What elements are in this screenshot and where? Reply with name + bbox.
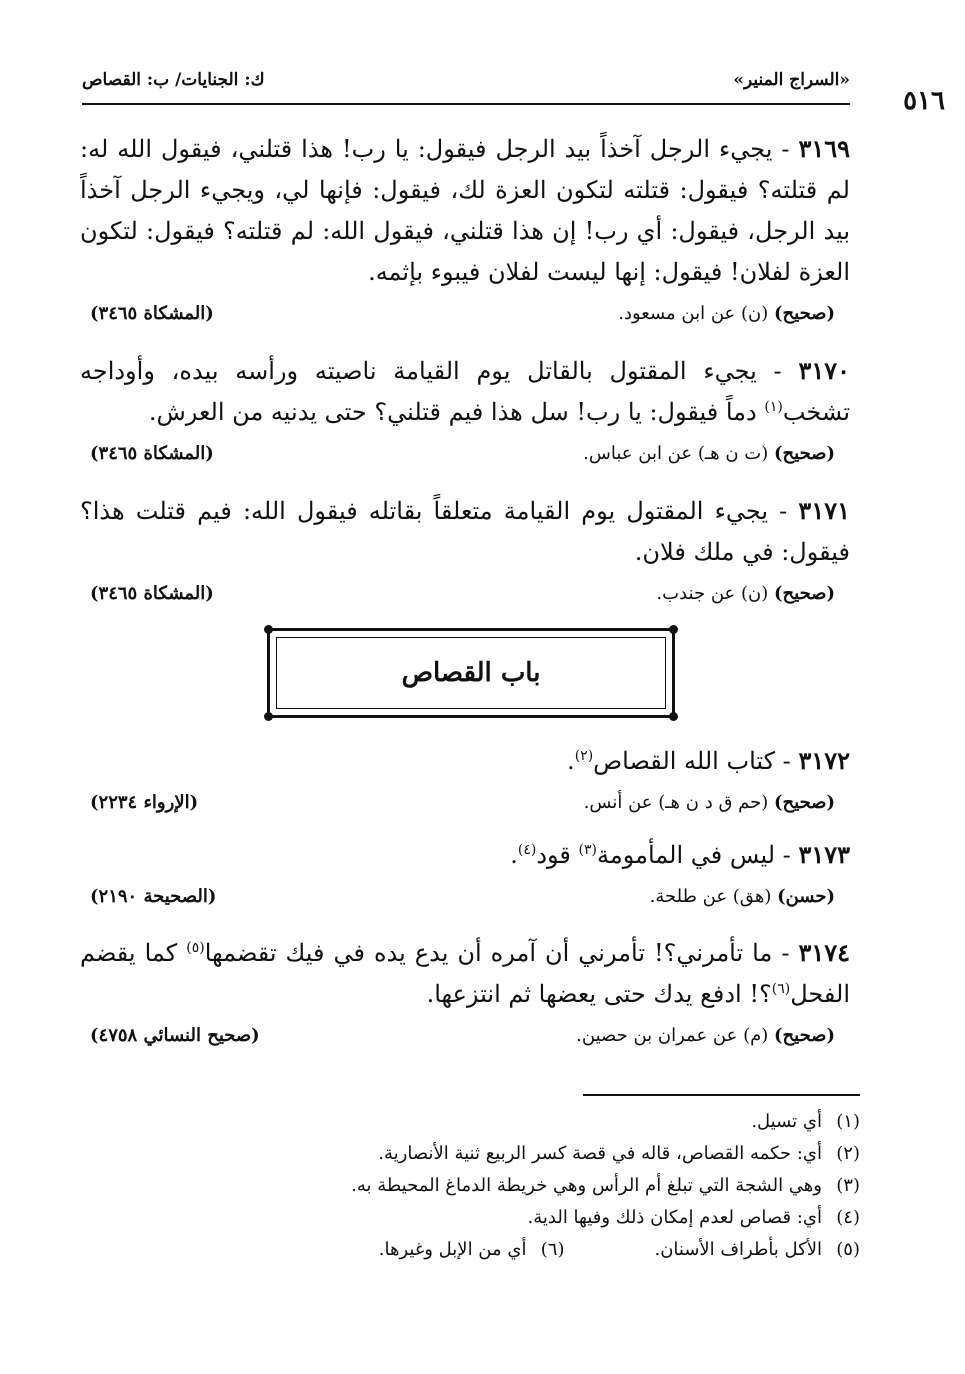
hadith-grading-row <box>80 443 850 473</box>
footnote-number: (٤) <box>836 1207 860 1228</box>
chapter-title-inner <box>276 637 666 709</box>
hadith-grading <box>584 792 835 813</box>
hadith-reference: (صحيح النسائي ٤٧٥٨) <box>90 1025 260 1046</box>
hadith-dash: - <box>756 357 782 385</box>
chapter-title: باب القصاص <box>401 658 541 688</box>
hadith-number: ٣١٧٢ <box>798 746 850 775</box>
hadith-source: (ن) عن ابن مسعود. <box>618 303 769 324</box>
hadith-source: (ن) عن جندب. <box>656 583 769 604</box>
footnote-ref[interactable]: (٥) <box>186 940 205 956</box>
hadith-entry-3171 <box>80 490 850 613</box>
footnote-ref[interactable]: (٦) <box>771 981 791 997</box>
corner-ornament <box>264 625 273 634</box>
hadith-grading <box>656 583 835 604</box>
hadith-body: ما تأمرني؟! تأمرني أن آمره أن يدع يده في فيك تقضمها <box>204 939 773 967</box>
hadith-number: ٣١٧١ <box>798 496 850 525</box>
hadith-text <box>80 350 850 433</box>
hadith-grading-row <box>80 583 850 613</box>
hadith-number: ٣١٦٩ <box>798 134 851 163</box>
footnote-number: (٦) <box>540 1239 565 1260</box>
footnote-item <box>80 1138 860 1170</box>
hadith-text <box>80 490 850 573</box>
full-stop: . <box>510 841 518 869</box>
hadith-body-end: ؟! ادفع يدك حتى يعضها ثم انتزعها. <box>426 980 772 1008</box>
section-title: ك: الجنايات/ ب: القصاص <box>82 70 265 90</box>
footnote-item <box>80 1202 860 1234</box>
grading-label: (صحيح) <box>774 583 835 604</box>
hadith-entry-3173 <box>80 834 850 916</box>
footnote-ref[interactable]: (٤) <box>517 842 537 858</box>
hadith-dash: - <box>772 939 790 967</box>
footnote-number: (٢) <box>836 1143 860 1164</box>
hadith-reference: (الصحيحة ٢١٩٠) <box>90 886 217 907</box>
footnote-number: (٥) <box>836 1239 860 1260</box>
hadith-body: ليس في المأمومة <box>597 841 776 869</box>
hadith-entry-3174 <box>80 932 850 1055</box>
hadith-grading-row <box>80 886 850 916</box>
footnote-ref[interactable]: (٢) <box>574 748 594 764</box>
footnote-ref[interactable]: (١) <box>764 399 783 415</box>
hadith-reference: (المشكاة ٣٤٦٥) <box>90 583 214 604</box>
hadith-entry-3172 <box>80 740 850 822</box>
hadith-source: (حم ق د ن هـ) عن أنس. <box>583 792 769 813</box>
grading-label: (صحيح) <box>774 792 835 813</box>
hadith-dash: - <box>772 135 790 163</box>
hadith-body: يجيء المقتول يوم القيامة متعلقاً بقاتله فيقول الله: فيم قتلت هذا؟ فيقول: في ملك فلان. <box>80 497 850 566</box>
full-stop: . <box>567 747 575 775</box>
header-divider <box>82 103 850 105</box>
footnote-divider <box>583 1094 860 1096</box>
footnote-number: (٣) <box>836 1175 860 1196</box>
hadith-text <box>80 834 850 876</box>
hadith-grading-row <box>80 792 850 822</box>
hadith-body: يجيء الرجل آخذاً بيد الرجل فيقول: يا رب! هذا قتلني، فيقول الله له: لم قتلته؟ فيقول: قتلته لتكون العزة لك، فيقول: فإنها لي، ويجيء الرجل آخذاً بيد الرجل، فيقول: أي رب! إن هذا قتلني، فيقول الله: لم قتلته؟ فيقول: لتكون العزة لفلان! فيقول: إنها ليست لفلان فيبوء بإثمه. <box>80 135 850 286</box>
hadith-source: (م) عن عمران بن حصين. <box>576 1025 769 1046</box>
footnote-number: (١) <box>836 1111 860 1132</box>
hadith-reference: (المشكاة ٣٤٦٥) <box>90 303 214 324</box>
grading-label: (حسن) <box>777 886 835 907</box>
hadith-grading-row <box>80 303 850 333</box>
hadith-reference: (المشكاة ٣٤٦٥) <box>90 443 214 464</box>
hadith-source: (هق) عن طلحة. <box>649 886 772 907</box>
hadith-source: (ت ن هـ) عن ابن عباس. <box>583 443 769 464</box>
footnote-text: أي: حكمه القصاص، قاله في قصة كسر الربيع ثنية الأنصارية. <box>378 1143 822 1164</box>
hadith-body-continued: كما يقضم الفحل <box>80 939 850 1008</box>
hadith-number: ٣١٧٣ <box>798 840 850 869</box>
footnote-text: أي تسيل. <box>751 1111 822 1132</box>
hadith-body: كتاب الله القصاص <box>593 747 776 775</box>
hadith-number: ٣١٧٤ <box>798 938 851 967</box>
footnotes <box>80 1106 860 1266</box>
hadith-body: يجيء المقتول بالقاتل يوم القيامة ناصيته ورأسه بيده، وأوداجه تشخب <box>80 357 850 426</box>
corner-ornament <box>669 625 678 634</box>
chapter-title-box <box>267 628 675 718</box>
footnote-ref[interactable]: (٣) <box>578 842 598 858</box>
hadith-text <box>80 740 850 782</box>
hadith-body-continued: دماً فيقول: يا رب! سل هذا فيم قتلني؟ حتى يدنيه من العرش. <box>148 398 757 426</box>
hadith-grading <box>618 303 835 324</box>
grading-label: (صحيح) <box>774 303 835 324</box>
hadith-text <box>80 128 850 293</box>
footnote-text: أي من الإبل وغيرها. <box>378 1239 527 1260</box>
hadith-dash: - <box>768 497 788 525</box>
grading-label: (صحيح) <box>774 443 835 464</box>
footnote-text: وهي الشجة التي تبلغ أم الرأس وهي خريطة الدماغ المحيطة به. <box>351 1175 822 1196</box>
page-number: ٥١٦ <box>903 86 945 116</box>
footnote-text: أي: قصاص لعدم إمكان ذلك وفيها الدية. <box>527 1207 822 1228</box>
corner-ornament <box>669 712 678 721</box>
hadith-entry-3170 <box>80 350 850 473</box>
hadith-entry-3169 <box>80 128 850 333</box>
book-title: «السراج المنير» <box>733 70 850 90</box>
hadith-body-continued: قود <box>536 841 571 869</box>
hadith-grading <box>576 1025 835 1046</box>
hadith-number: ٣١٧٠ <box>798 356 850 385</box>
grading-label: (صحيح) <box>774 1025 835 1046</box>
hadith-reference: (الإرواء ٢٢٣٤) <box>90 792 199 813</box>
footnote-text: الأكل بأطراف الأسنان. <box>654 1239 822 1260</box>
footnote-item <box>80 1234 860 1266</box>
hadith-grading-row <box>80 1025 850 1055</box>
hadith-dash: - <box>775 841 791 869</box>
hadith-dash: - <box>775 747 791 775</box>
hadith-grading <box>650 886 835 907</box>
footnote-item <box>80 1170 860 1202</box>
corner-ornament <box>264 712 273 721</box>
hadith-grading <box>583 443 835 464</box>
hadith-text <box>80 932 850 1015</box>
footnote-item <box>80 1106 860 1138</box>
